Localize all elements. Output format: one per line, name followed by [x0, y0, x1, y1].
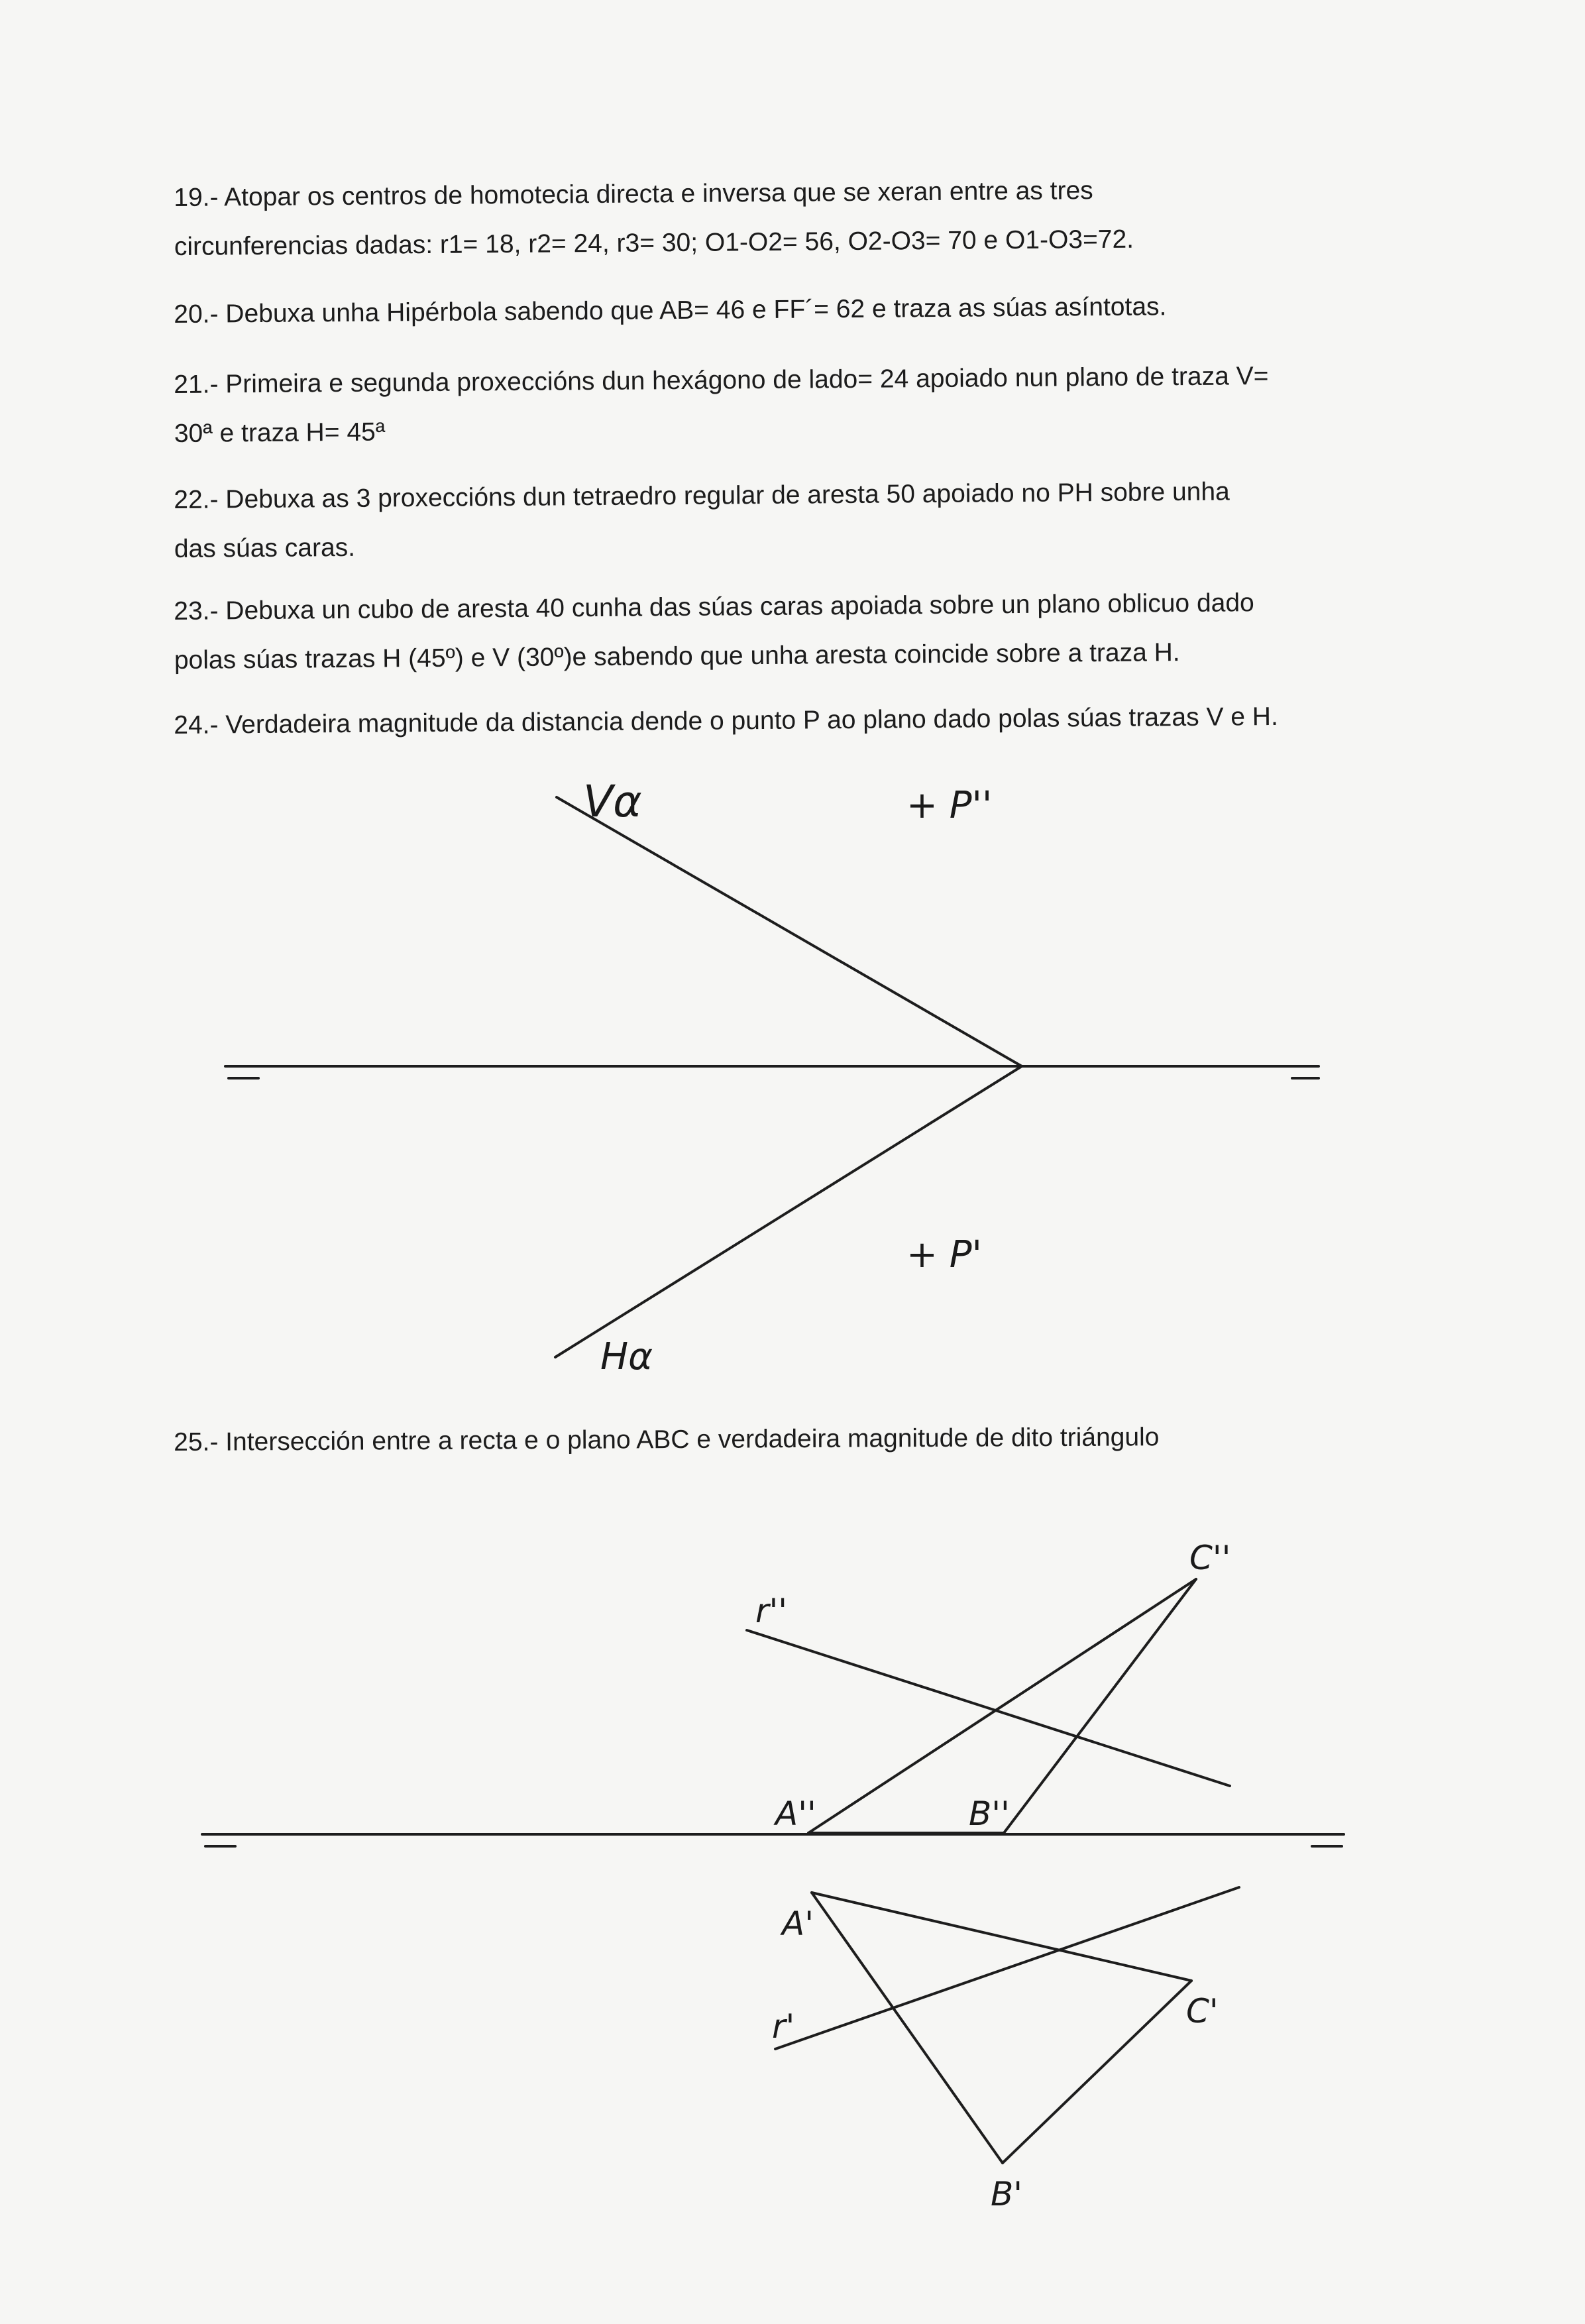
triangle-horizontal-side-bc [1003, 1981, 1191, 2163]
exercise-25 [174, 1411, 1393, 1467]
p-vertical-label: + P'' [906, 784, 993, 827]
exercise-22-line-2: das súas caras. [174, 533, 356, 563]
figure-25 [0, 1511, 1585, 2227]
exercise-23-line-2: polas súas trazas H (45º) e V (30º)e sabendo que unha aresta coincide sobre a traza H. [174, 638, 1180, 675]
figure-24 [0, 762, 1585, 1392]
r-horizontal-line [775, 1887, 1239, 2049]
exercise-24 [174, 692, 1394, 750]
exercise-23 [174, 578, 1394, 685]
r-horizontal-label: r' [772, 2007, 795, 2046]
exercise-23-line-1: 23.- Debuxa un cubo de aresta 40 cunha das súas caras apoiada sobre un plano oblicuo dado [174, 588, 1254, 626]
exercise-22-line-1: 22.- Debuxa as 3 proxeccións dun tetraedro regular de aresta 50 apoiado no PH sobre unha [174, 477, 1230, 514]
exercise-21 [174, 351, 1394, 459]
triangle-horizontal-side-ab [812, 1893, 1003, 2163]
c-vertical-label: C'' [1189, 1539, 1231, 1577]
exercise-19-line-2: circunferencias dadas: r1= 18, r2= 24, r3= 30; O1-O2= 56, O2-O3= 70 e O1-O3=72. [174, 225, 1134, 261]
triangle-horizontal-side-ac [812, 1893, 1191, 1981]
c-horizontal-label: C' [1186, 1992, 1219, 2030]
h-trace-line [555, 1066, 1022, 1357]
exercise-20-line-1: 20.- Debuxa unha Hipérbola sabendo que AB= 46 e FF´= 62 e traza as súas asíntotas. [174, 292, 1167, 329]
exercise-21-line-1: 21.- Primeira e segunda proxeccións dun hexágono de lado= 24 apoiado nun plano de traza V= [174, 362, 1269, 399]
exercise-24-line-1: 24.- Verdadeira magnitude da distancia dende o punto P ao plano dado polas súas trazas V e H. [174, 702, 1279, 740]
exercise-19-line-1: 19.- Atopar os centros de homotecia directa e inversa que se xeran entre as tres [174, 176, 1093, 212]
triangle-vertical-side-bc [1004, 1579, 1196, 1833]
b-vertical-label: B'' [969, 1795, 1010, 1833]
exercise-25-line-1: 25.- Intersección entre a recta e o plano ABC e verdadeira magnitude de dito triángulo [174, 1423, 1160, 1457]
exercise-21-line-2: 30ª e traza H= 45ª [174, 417, 386, 448]
b-horizontal-label: B' [991, 2175, 1023, 2213]
exercise-22 [174, 467, 1394, 574]
v-trace-line [557, 797, 1022, 1066]
a-vertical-label: A'' [775, 1795, 816, 1833]
r-vertical-label: r'' [755, 1592, 788, 1630]
v-trace-label: Vα [583, 776, 642, 827]
h-trace-label: Hα [600, 1335, 653, 1378]
a-horizontal-label: A' [782, 1905, 814, 1943]
p-horizontal-label: + P' [906, 1233, 982, 1276]
exercise-19 [174, 164, 1394, 272]
exercise-20 [174, 281, 1394, 339]
r-vertical-line [747, 1630, 1230, 1786]
